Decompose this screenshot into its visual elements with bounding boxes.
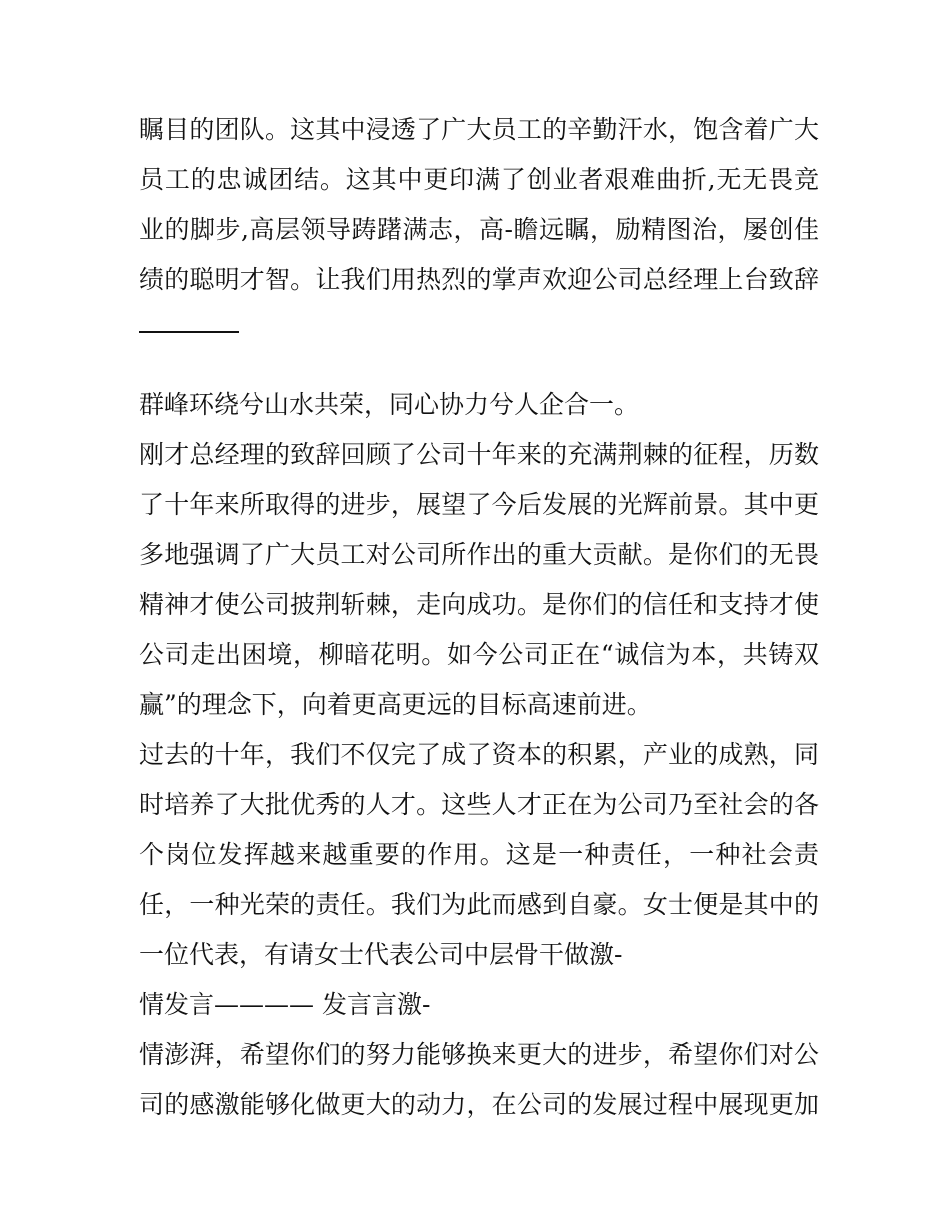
text-line: 精神才使公司披荆斩棘，走向成功。是你们的信任和支持才使 [139,590,819,619]
text-line: 任，一种光荣的责任。我们为此而感到自豪。女士便是其中的 [139,890,819,919]
text-line: 过去的十年，我们不仅完了成了资本的积累，产业的成熟，同 [139,740,819,769]
text-line: 公司走出困境，柳暗花明。如今公司正在“诚信为本，共铸双 [139,640,819,669]
text-line: 了十年来所取得的进步，展望了今后发展的光辉前景。其中更 [139,490,819,519]
text-line: 赢”的理念下，向着更高更远的目标高速前进。 [139,690,652,719]
dash-rule [139,305,819,355]
text-line: 司的感激能够化做更大的动力，在公司的发展过程中展现更加 [139,1090,819,1119]
paragraph-gap [139,355,819,380]
text-line: 时培养了大批优秀的人才。这些人才正在为公司乃至社会的各 [139,790,819,819]
text-line: 绩的聪明才智。让我们用热烈的掌声欢迎公司总经理上台致辞 [139,265,819,294]
text-line: 群峰环绕兮山水共荣，同心协力兮人企合一。 [139,390,640,419]
text-line: 多地强调了广大员工对公司所作出的重大贡献。是你们的无畏 [139,540,819,569]
text-line: 情澎湃，希望你们的努力能够换来更大的进步，希望你们对公 [139,1040,819,1069]
text-line: 员工的忠诚团结。这其中更印满了创业者艰难曲折,无无畏竞 [139,165,819,194]
text-line: 一位代表，有请女士代表公司中层骨干做激- [139,940,623,969]
text-line: 业的脚步,高层领导踌躇满志，高-瞻远瞩，励精图治，屡创佳 [139,215,819,244]
text-line: 情发言———— 发言言激- [139,990,431,1019]
text-line: 瞩目的团队。这其中浸透了广大员工的辛勤汗水，饱含着广大 [139,115,819,144]
text-line: 刚才总经理的致辞回顾了公司十年来的充满荆棘的征程，历数 [139,440,819,469]
document-body [139,105,819,1130]
text-line: 个岗位发挥越来越重要的作用。这是一种责任，一种社会责 [139,840,819,869]
